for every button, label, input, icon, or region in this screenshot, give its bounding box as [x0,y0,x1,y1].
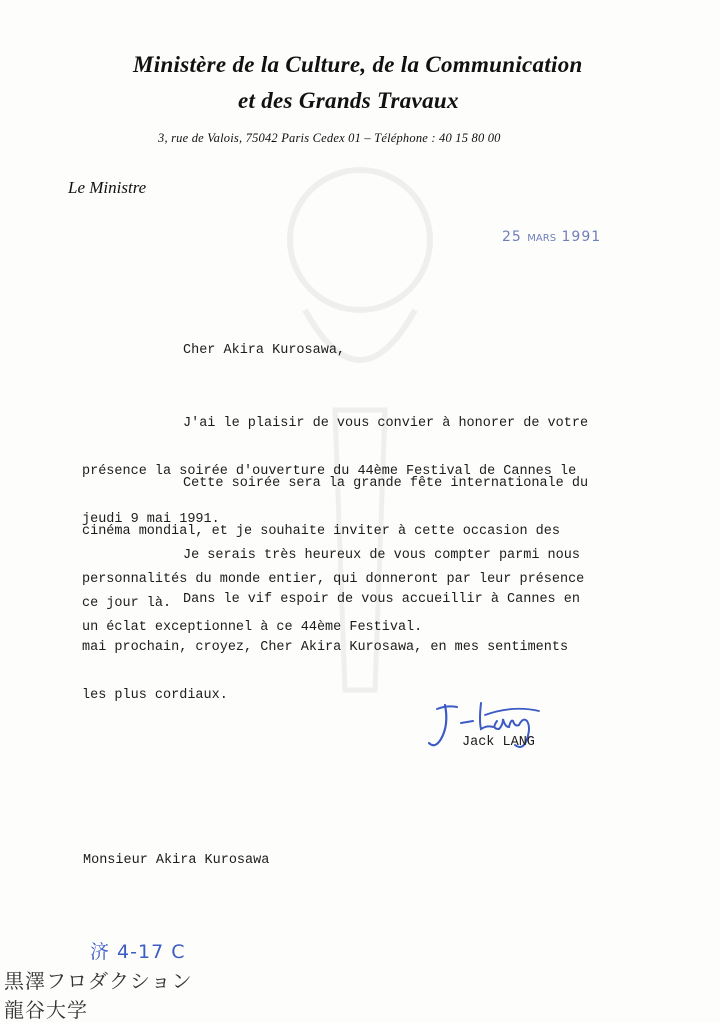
paragraph-4 [82,560,642,736]
handwritten-archive-note: 济 4-17 C [90,941,186,963]
sender-title: Le Ministre [68,178,147,197]
paragraph-1-line-2: présence la soirée d'ouverture du 44ème Festival de Cannes le [82,464,577,479]
paragraph-4-line-2: mai prochain, croyez, Cher Akira Kurosawa, en mes sentiments [82,640,569,655]
paragraph-1-line-1: J'ai le plaisir de vous convier à honorer de votre [183,416,589,431]
paragraph-2-line-4: un éclat exceptionnel à ce 44ème Festival. [82,620,423,635]
signer-name: Jack LANG [462,735,535,750]
stamp-month: MARS [527,233,557,244]
date-stamp [502,229,601,245]
paragraph-4-line-3: les plus cordiaux. [82,688,228,703]
letterhead-line-2: et des Grands Travaux [238,88,459,113]
paragraph-2-line-3: personnalités du monde entier, qui donneront par leur présence [82,572,585,587]
paragraph-3-line-1: Je serais très heureux de vous compter parmi nous [183,548,580,563]
paragraph-4-line-1: Dans le vif espoir de vous accueillir à Cannes en [183,592,580,607]
stamp-year: 1991 [561,229,602,245]
credit-line-2: 龍谷大学 [4,998,88,1022]
stamp-day: 25 [502,229,522,245]
salutation: Cher Akira Kurosawa, [183,343,346,358]
paragraph-3-line-2: ce jour là. [82,596,172,611]
letterhead-address: 3, rue de Valois, 75042 Paris Cedex 01 – Téléphone : 40 15 80 00 [158,131,501,145]
recipient-name: Monsieur Akira Kurosawa [83,853,270,868]
letterhead-line-1: Ministère de la Culture, de la Communication [133,52,583,77]
paragraph-1-line-3: jeudi 9 mai 1991. [82,512,220,527]
credit-line-1: 黒澤フロダクション [4,969,193,993]
paragraph-2-line-1: Cette soirée sera la grande fête internationale du [183,476,589,491]
paragraph-2-line-2: cinéma mondial, et je souhaite inviter à cette occasion des [82,524,560,539]
